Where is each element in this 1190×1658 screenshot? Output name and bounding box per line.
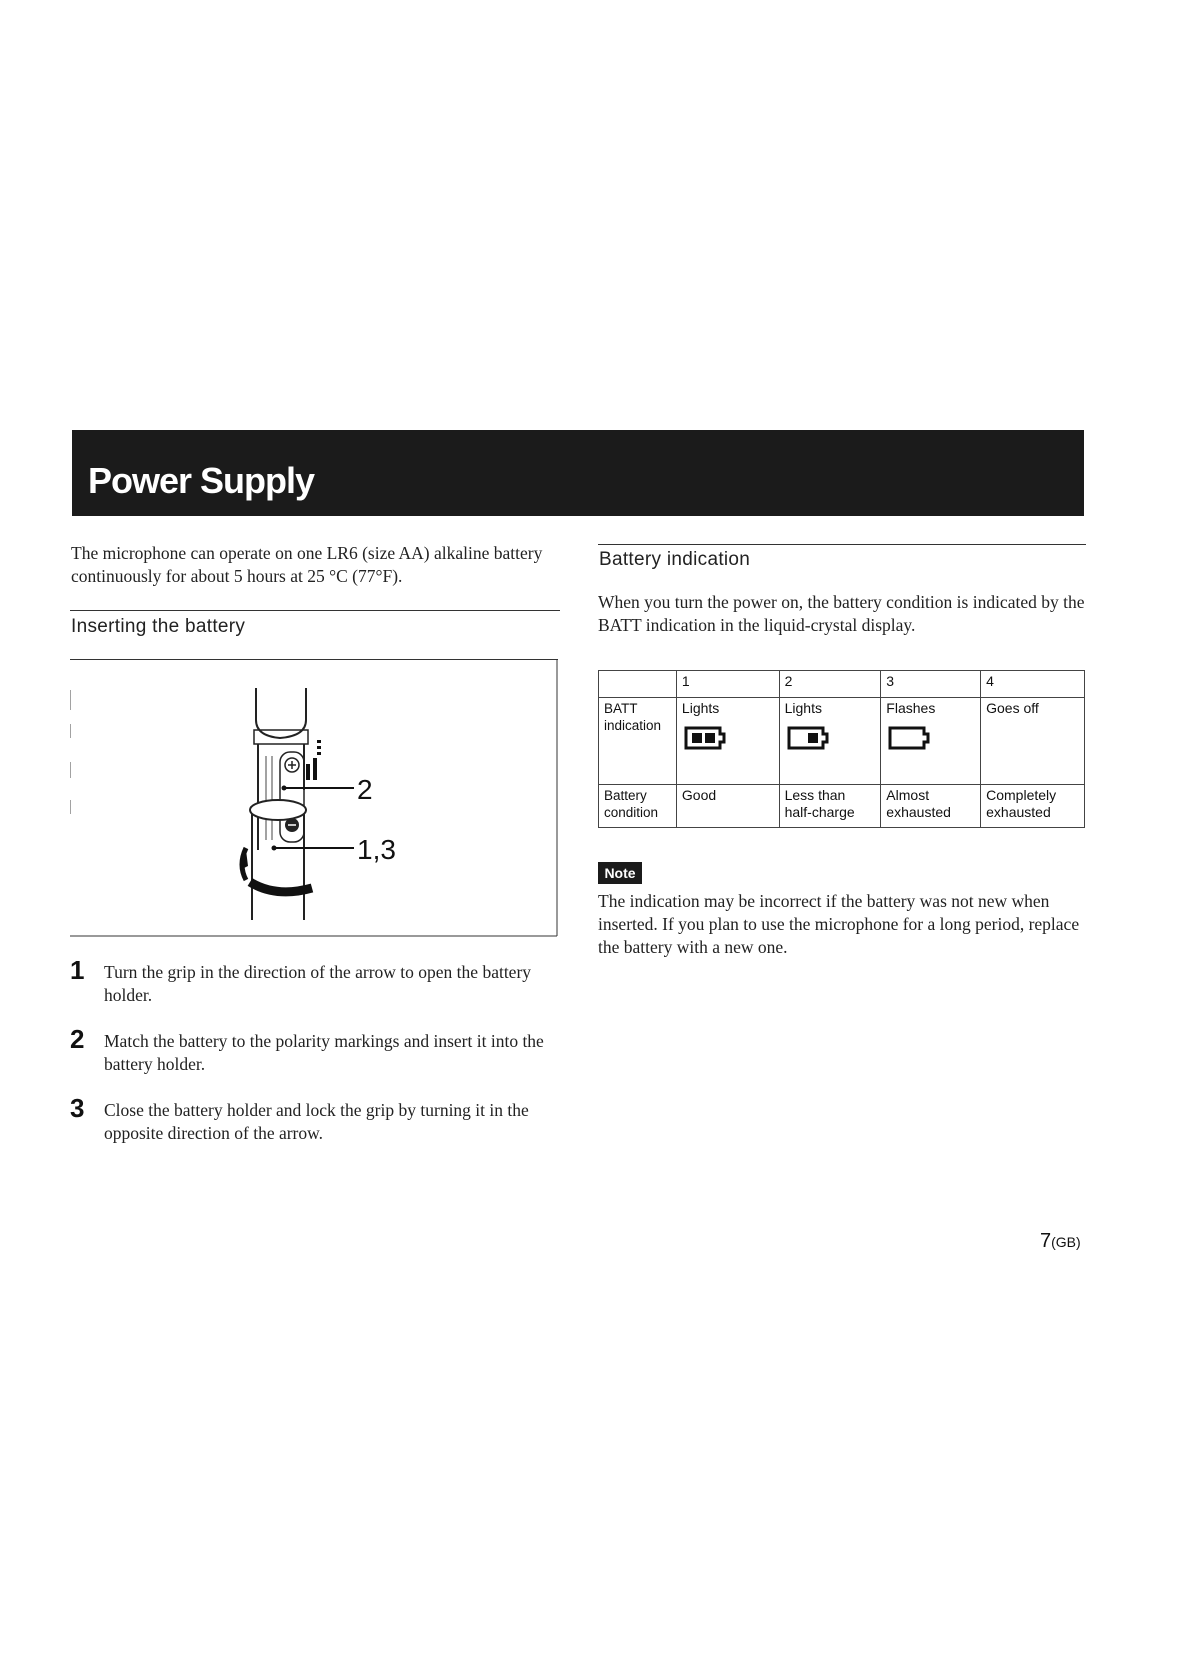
page-number — [1040, 1230, 1081, 1253]
battery-insertion-figure — [70, 660, 558, 940]
step-text: Match the battery to the polarity markings and insert it into the battery holder. — [104, 1031, 544, 1074]
indication-cell — [676, 698, 779, 785]
condition-cell: Almost exhausted — [881, 785, 981, 828]
indication-cell — [981, 698, 1085, 785]
table-row-indication — [599, 698, 1085, 785]
callout-label-2: 2 — [357, 774, 373, 805]
condition-cell: Less than half-charge — [779, 785, 881, 828]
indication-text: Lights — [784, 700, 822, 716]
battery-segment — [808, 733, 818, 743]
note-badge: Note — [598, 862, 642, 884]
battery-segment — [692, 733, 702, 743]
step-text: Close the battery holder and lock the grip by turning it in the opposite direction of the arrow. — [104, 1100, 529, 1143]
page-title: Power Supply — [88, 460, 315, 501]
section-heading-battery-indication: Battery indication — [599, 549, 751, 570]
table-corner-cell — [599, 671, 677, 698]
table-row-condition — [599, 785, 1085, 828]
indication-text: Flashes — [886, 700, 936, 716]
intro-paragraph: The microphone can operate on one LR6 (size AA) alkaline battery continuously for about 5 hours at 25 °C (77°F). — [71, 543, 543, 586]
column-header: 3 — [881, 671, 981, 698]
table-header-row — [599, 671, 1085, 698]
title-banner — [72, 430, 1084, 516]
section-rule — [598, 544, 1086, 545]
step-number: 2 — [70, 1024, 85, 1054]
note-text: The indication may be incorrect if the battery was not new when inserted. If you plan to use the microphone for a long period, replace the battery with a new one. — [598, 891, 1080, 957]
column-header: 4 — [981, 671, 1085, 698]
step-number: 1 — [70, 955, 85, 985]
section-rule — [70, 610, 560, 611]
step-number: 3 — [70, 1093, 85, 1123]
indication-text: Lights — [681, 700, 720, 716]
battery-empty-icon — [886, 725, 932, 751]
row-label-battery-condition: Battery condition — [599, 785, 677, 828]
page-number-value: 7 — [1040, 1230, 1052, 1252]
indication-cell — [779, 698, 881, 785]
column-header: 2 — [779, 671, 881, 698]
column-header: 1 — [676, 671, 779, 698]
indication-text: Goes off — [986, 700, 1039, 716]
row-label-batt-indication: BATT indication — [599, 698, 677, 785]
battery-segment — [705, 733, 715, 743]
section-heading-inserting: Inserting the battery — [71, 616, 246, 637]
battery-indication-table — [598, 670, 1085, 828]
battery-indication-paragraph: When you turn the power on, the battery condition is indicated by the BATT indication in the liquid-crystal display. — [598, 592, 1085, 635]
condition-cell: Completely exhausted — [981, 785, 1085, 828]
step-text: Turn the grip in the direction of the arrow to open the battery holder. — [104, 962, 532, 1005]
page-number-suffix: (GB) — [1051, 1234, 1081, 1250]
microphone-illustration — [70, 660, 558, 940]
indication-cell — [881, 698, 981, 785]
battery-half-icon — [785, 725, 831, 751]
callout-label-1-3: 1,3 — [357, 834, 396, 865]
battery-full-icon — [682, 725, 728, 751]
condition-cell: Good — [676, 785, 779, 828]
